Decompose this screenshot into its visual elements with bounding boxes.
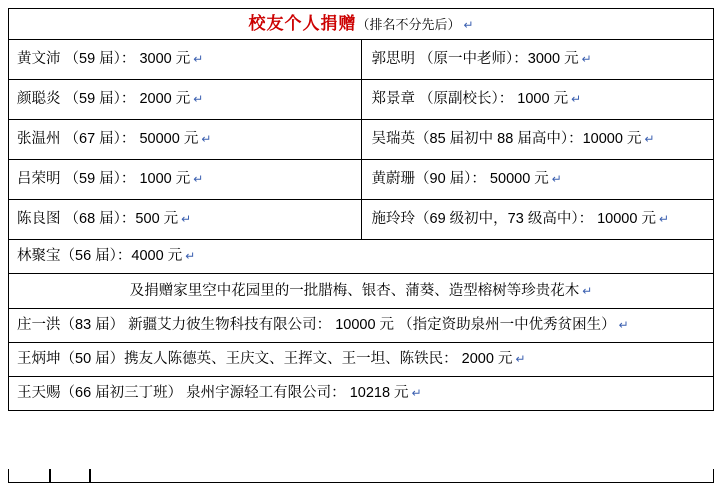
donor-entry-label: 庄一洪（83 届） 新疆艾力彼生物科技有限公司： 10000 元 （指定资助泉州一中优秀贫困生） — [17, 317, 616, 334]
donation-note-text — [9, 276, 713, 307]
paragraph-mark-icon: ↵ — [644, 132, 655, 147]
donor-cell-left-3 — [9, 120, 362, 160]
donor-entry-label: 施玲玲（69 级初中，73 级高中）： 10000 元 — [371, 211, 656, 228]
donor-cell-left-2 — [9, 80, 362, 120]
donor-cell-full-2 — [9, 274, 714, 309]
donor-text — [362, 84, 714, 115]
donor-text — [9, 204, 361, 235]
donor-entry-label: 张温州 （67 届）： 50000 元 — [17, 131, 199, 148]
donor-text — [9, 84, 361, 115]
paragraph-mark-icon: ↵ — [193, 92, 204, 107]
table-row — [9, 40, 714, 80]
donor-cell-right-3 — [361, 120, 714, 160]
paragraph-mark-icon: ↵ — [658, 212, 670, 227]
donor-text — [362, 204, 714, 235]
table-bottom-edge — [8, 469, 714, 483]
table-title-cell — [9, 9, 714, 40]
paragraph-mark-icon: ↵ — [581, 52, 592, 67]
donor-entry-label: 王炳坤（50 届）携友人陈德英、王庆文、王挥文、王一坦、陈铁民： 2000 元 — [17, 351, 513, 368]
paragraph-mark-icon: ↵ — [185, 249, 196, 264]
paragraph-mark-icon: ↵ — [618, 318, 629, 333]
donor-cell-right-4 — [361, 160, 714, 200]
paragraph-mark-icon: ↵ — [411, 386, 422, 401]
donor-cell-left-4 — [9, 160, 362, 200]
donor-text — [362, 124, 714, 155]
paragraph-mark-icon: ↵ — [193, 172, 204, 187]
donor-cell-full-3 — [9, 309, 714, 343]
paragraph-mark-icon: ↵ — [551, 172, 562, 187]
table-row — [9, 343, 714, 377]
donor-entry-label: 王天赐（66 届初三丁班） 泉州宇源轻工有限公司： 10218 元 — [17, 385, 409, 402]
table-row — [9, 274, 714, 309]
paragraph-mark-icon: ↵ — [582, 283, 593, 298]
donor-text — [9, 44, 361, 75]
donor-cell-right-2 — [361, 80, 714, 120]
donor-text — [362, 164, 714, 195]
donor-entry-label: 郭思明 （原一中老师）：3000 元 — [371, 51, 579, 68]
donor-cell-full-4 — [9, 343, 714, 377]
table-row — [9, 160, 714, 200]
donor-entry-label: 陈良图 （68 届）：500 元 — [17, 211, 179, 228]
table-row — [9, 120, 714, 160]
table-title-row — [9, 9, 714, 40]
page-title-note: （排名不分先后） — [356, 17, 461, 32]
donation-table — [8, 8, 714, 411]
donation-note-label: 及捐赠家里空中花园里的一批腊梅、银杏、蒲葵、造型榕树等珍贵花木 — [129, 282, 580, 299]
donor-cell-right-5 — [361, 200, 714, 240]
donor-cell-full-1 — [9, 240, 714, 274]
bottom-edge-segment — [50, 469, 90, 483]
donor-entry-label: 郑景章 （原副校长）： 1000 元 — [371, 91, 569, 108]
paragraph-mark-icon: ↵ — [181, 212, 192, 227]
paragraph-mark-icon: ↵ — [201, 132, 212, 147]
donor-entry-label: 颜聪炎 （59 届）： 2000 元 — [17, 91, 191, 108]
paragraph-mark-icon: ↵ — [571, 92, 582, 107]
donor-entry-label: 吕荣明 （59 届）： 1000 元 — [17, 171, 191, 188]
table-row — [9, 377, 714, 411]
page-title: 校友个人捐赠 — [248, 14, 357, 33]
table-row — [9, 309, 714, 343]
donor-text — [362, 44, 714, 75]
paragraph-mark-icon: ↵ — [193, 52, 204, 67]
paragraph-mark-icon: ↵ — [463, 18, 474, 32]
bottom-edge-segment — [8, 469, 50, 483]
donor-entry-label: 吴瑞英（85 届初中 88 届高中）：10000 元 — [371, 131, 642, 148]
donor-cell-full-5 — [9, 377, 714, 411]
donor-text — [9, 344, 713, 375]
table-row — [9, 200, 714, 240]
donor-text — [9, 378, 713, 409]
donor-entry-label: 黄文沛 （59 届）： 3000 元 — [17, 51, 191, 68]
table-row — [9, 240, 714, 274]
donor-text — [9, 310, 713, 341]
donor-text — [9, 241, 713, 272]
donor-text — [9, 124, 361, 155]
donor-cell-right-1 — [361, 40, 714, 80]
donor-text — [9, 164, 361, 195]
donor-entry-label: 黄蔚珊（90 届）： 50000 元 — [371, 171, 549, 188]
bottom-edge-segment — [90, 469, 714, 483]
paragraph-mark-icon: ↵ — [515, 352, 526, 367]
title-block — [9, 9, 713, 39]
donor-cell-left-5 — [9, 200, 362, 240]
donor-entry-label: 林聚宝（56 届）：4000 元 — [17, 248, 183, 265]
table-row — [9, 80, 714, 120]
donor-cell-left-1 — [9, 40, 362, 80]
